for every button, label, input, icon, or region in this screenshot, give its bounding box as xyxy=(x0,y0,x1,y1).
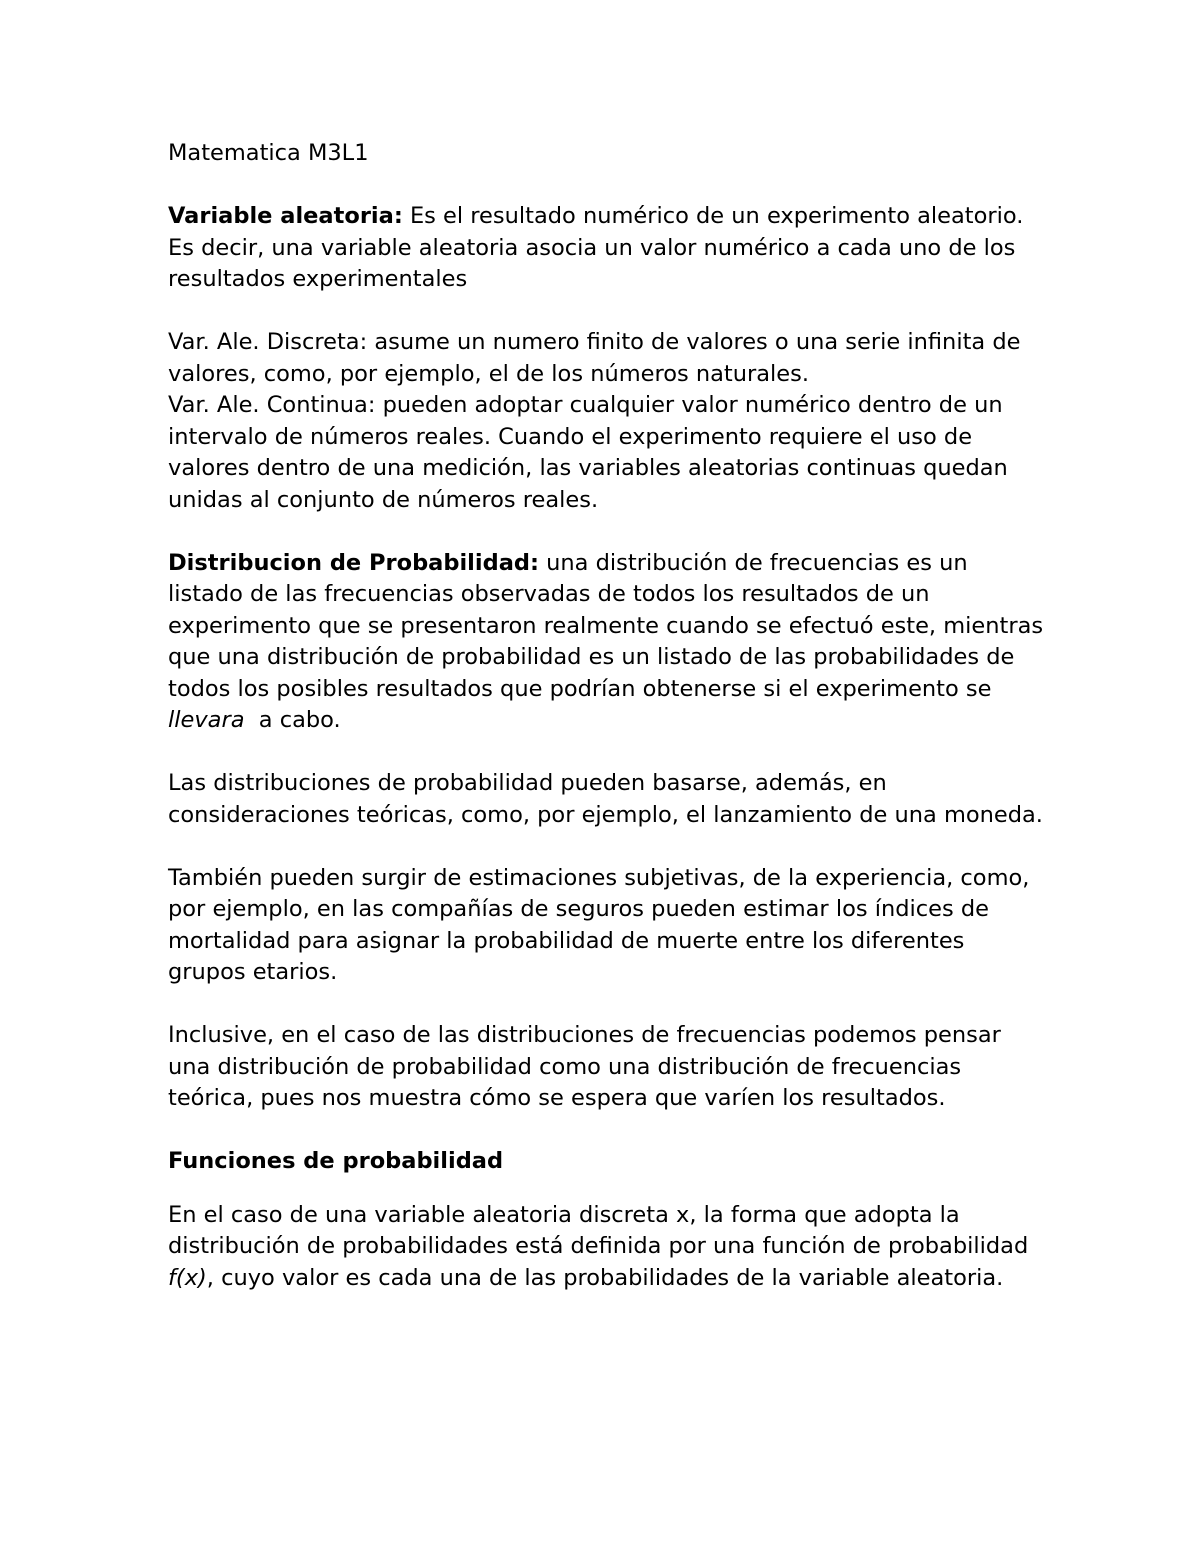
inclusive-paragraph: Inclusive, en el caso de las distribuciones de frecuencias podemos pensar una distribución de probabilidad como una distribución de frecuencias teórica, pues nos muestra cómo se espera que varíen los resultados. xyxy=(168,1022,1001,1111)
distribucion-term: Distribucion de Probabilidad: xyxy=(168,549,539,576)
distribucion-paragraph xyxy=(168,548,1048,737)
funciones-heading-text: Funciones de probabilidad xyxy=(168,1148,504,1174)
distribucion-emphasis: llevara xyxy=(168,707,245,733)
funciones-paragraph xyxy=(168,1200,1048,1295)
continua-paragraph: Var. Ale. Continua: pueden adoptar cualquier valor numérico dentro de un intervalo de números reales. Cuando el experimento requiere el uso de valores dentro de una medición, las variables aleatorias continuas quedan unidas al conjunto de números reales. xyxy=(168,392,1008,513)
document-body xyxy=(168,138,1048,1294)
funciones-fx: f(x) xyxy=(168,1264,207,1291)
funciones-text-before: En el caso de una variable aleatoria discreta x, la forma que adopta la distribución de probabilidades está definida por una función de probabilidad xyxy=(168,1201,1029,1259)
distribucion-text: una distribución de frecuencias es un listado de las frecuencias observadas de todos los resultados de un experimento que se presentaron realmente cuando se efectuó este, mientras que una distribución de probabilidad es un listado de las probabilidades de todos los posibles resultados que podrían obtenerse si el experimento se xyxy=(168,549,1044,702)
discreta-paragraph: Var. Ale. Discreta: asume un numero finito de valores o una serie infinita de valores, como, por ejemplo, el de los números naturales. xyxy=(168,329,1021,387)
subjetivas-paragraph: También pueden surgir de estimaciones subjetivas, de la experiencia, como, por ejemplo, en las compañías de seguros pueden estimar los índices de mortalidad para asignar la probabilidad de muerte entre los diferentes grupos etarios. xyxy=(168,864,1030,985)
distribucion-tail: a cabo. xyxy=(244,707,341,733)
variable-aleatoria-paragraph xyxy=(168,201,1048,296)
variable-aleatoria-text: Es el resultado numérico de un experimento aleatorio. Es decir, una variable aleatoria asocia un valor numérico a cada uno de los resultados experimentales xyxy=(168,203,1024,292)
funciones-heading xyxy=(168,1146,1048,1178)
funciones-text-after: , cuyo valor es cada una de las probabilidades de la variable aleatoria. xyxy=(206,1264,1004,1291)
document-title: Matematica M3L1 xyxy=(168,140,369,166)
variable-aleatoria-term: Variable aleatoria: xyxy=(168,203,403,229)
teoricas-paragraph: Las distribuciones de probabilidad pueden basarse, además, en consideraciones teóricas, como, por ejemplo, el lanzamiento de una moneda. xyxy=(168,770,1043,828)
